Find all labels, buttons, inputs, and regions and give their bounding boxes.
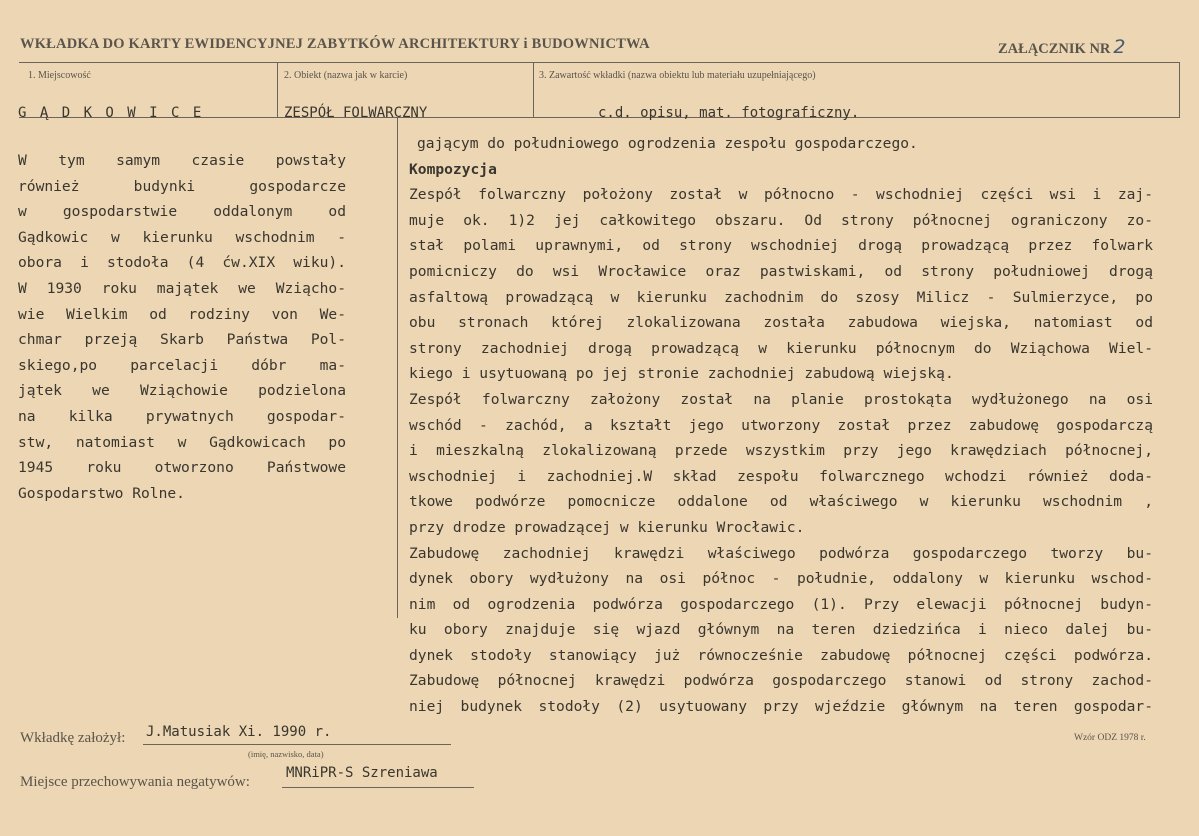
prepared-by-hint: (imię, nazwisko, data) bbox=[248, 749, 324, 759]
text-line: stał polami uprawnymi, od strony wschodniej drogą prowadzącą przez folwark bbox=[409, 237, 1153, 255]
text-line: obu stronach której zlokalizowana została zabudowa wiejska, natomiast od bbox=[409, 314, 1153, 332]
text-line: asfaltową prowadzącą w kierunku zachodnim do szosy Milicz - Sulmierzyce, po bbox=[409, 288, 1153, 306]
section-heading: Kompozycja bbox=[409, 160, 497, 178]
text-line: nim od ogrodzenia podwórza gospodarczego (1). Przy elewacji północnej budyn- bbox=[409, 595, 1153, 613]
text-line: dynek stodoły stanowiący już równocześnie zabudowę północnej części podwórza. bbox=[409, 646, 1153, 664]
form-title: WKŁADKA DO KARTY EWIDENCYJNEJ ZABYTKÓW ARCHITEKTURY i BUDOWNICTWA bbox=[20, 36, 650, 52]
text-line: skiego,po parcelacji dóbr ma- bbox=[18, 356, 346, 374]
text-line: jątek we Wziąchowie podzielona bbox=[18, 382, 346, 400]
text-line: Gospodarstwo Rolne. bbox=[18, 484, 185, 502]
text-line: Zespół folwarczny położony został w północno - wschodniej części wsi i zaj- bbox=[409, 186, 1153, 204]
text-line: dynek obory wydłużony na osi północ - południe, oddalony w kierunku wschod- bbox=[409, 570, 1153, 588]
text-line: pomicniczy do wsi Wrocławice oraz pastwiskami, od strony południowej drogą bbox=[409, 262, 1153, 280]
object-value: ZESPÓŁ FOLWARCZNY bbox=[284, 105, 428, 121]
header-rule bbox=[19, 62, 1180, 63]
text-line: przy drodze prowadzącej w kierunku Wrocławic. bbox=[409, 518, 805, 536]
text-line: W tym samym czasie powstały bbox=[18, 152, 346, 169]
negatives-label: Miejsce przechowywania negatywów: bbox=[20, 774, 250, 790]
text-line: wschód - zachód, a kształt jego utworzony został przez zabudowę gospodarczą bbox=[409, 416, 1153, 434]
prepared-by-value: J.Matusiak Xi. 1990 r. bbox=[146, 724, 332, 740]
locality-label: 1. Miejscowość bbox=[28, 70, 91, 81]
negatives-value: MNRiPR-S Szreniawa bbox=[286, 765, 438, 781]
locality-value: G Ą D K O W I C E bbox=[18, 105, 204, 121]
text-line: wie Wielkim od rodziny von We- bbox=[18, 305, 346, 323]
text-line: Gądkowic w kierunku wschodnim - bbox=[18, 228, 346, 246]
text-line: stw, natomiast w Gądkowicach po bbox=[18, 433, 346, 451]
text-line: W 1930 roku majątek we Wziącho- bbox=[18, 279, 346, 297]
form-code: Wzór ODZ 1978 r. bbox=[1074, 733, 1146, 743]
text-line: i mieszkalną zlokalizowaną przede wszystkim przy jego krawędziach północnej, bbox=[409, 442, 1153, 460]
text-line: gającym do południowego ogrodzenia zespołu gospodarczego. bbox=[417, 135, 918, 152]
attachment-label bbox=[998, 36, 1125, 58]
text-line: tkowe podwórze pomocnicze oddalone od właściwego w kierunku wschodnim , bbox=[409, 493, 1153, 511]
column-divider bbox=[397, 118, 398, 618]
right-column-text bbox=[409, 131, 1153, 720]
field-divider-1 bbox=[277, 62, 278, 118]
text-line: obora i stodoła (4 ćw.XIX wiku). bbox=[18, 254, 346, 272]
text-line: Zabudowę zachodniej krawędzi właściwego podwórza gospodarczego tworzy bu- bbox=[409, 544, 1153, 562]
text-line: strony zachodniej drogą prowadzącą w kierunku północnym do Wziąchowa Wiel- bbox=[409, 339, 1153, 357]
text-line: 1945 roku otworzono Państwowe bbox=[18, 459, 346, 477]
text-line: Zabudowę północnej krawędzi podwórza gospodarczego stanowi od strony zachod- bbox=[409, 672, 1153, 690]
text-line: kiego i usytuowaną po jej stronie zachodniej zabudową wiejską. bbox=[409, 365, 954, 383]
text-line: również budynki gospodarcze bbox=[18, 177, 346, 195]
text-line: muje ok. 1)2 jej całkowitego obszaru. Od strony północnej ograniczony zo- bbox=[409, 211, 1153, 229]
attachment-number: 2 bbox=[1113, 36, 1126, 58]
prepared-by-label: Wkładkę założył: bbox=[20, 730, 126, 746]
text-line: na kilka prywatnych gospodar- bbox=[18, 407, 346, 425]
text-line: wschodniej i zachodniej.W skład zespołu folwarcznego wchodzi również doda- bbox=[409, 467, 1153, 485]
content-label: 3. Zawartość wkładki (nazwa obiektu lub materiału uzupełniającego) bbox=[539, 70, 816, 81]
content-value: c.d. opisu, mat. fotograficzny. bbox=[598, 105, 860, 121]
prepared-by-line bbox=[143, 744, 451, 745]
text-line: w gospodarstwie oddalonym od bbox=[18, 203, 346, 221]
text-line: niej budynek stodoły (2) usytuowany przy wjeździe głównym na teren gospodar- bbox=[409, 698, 1153, 716]
left-column-text bbox=[18, 148, 346, 506]
field-divider-2 bbox=[533, 62, 534, 118]
field-right-edge bbox=[1179, 62, 1180, 118]
attachment-label-text: ZAŁĄCZNIK NR bbox=[998, 41, 1111, 57]
text-line: Zespół folwarczny założony został na planie prostokąta wydłużonego na osi bbox=[409, 390, 1153, 408]
text-line: chmar przeją Skarb Państwa Pol- bbox=[18, 331, 346, 349]
object-label: 2. Obiekt (nazwa jak w karcie) bbox=[284, 70, 408, 81]
negatives-line bbox=[282, 787, 474, 788]
text-line: ku obory znajduje się wjazd głównym na teren dziedzińca i nieco dalej bu- bbox=[409, 621, 1153, 639]
